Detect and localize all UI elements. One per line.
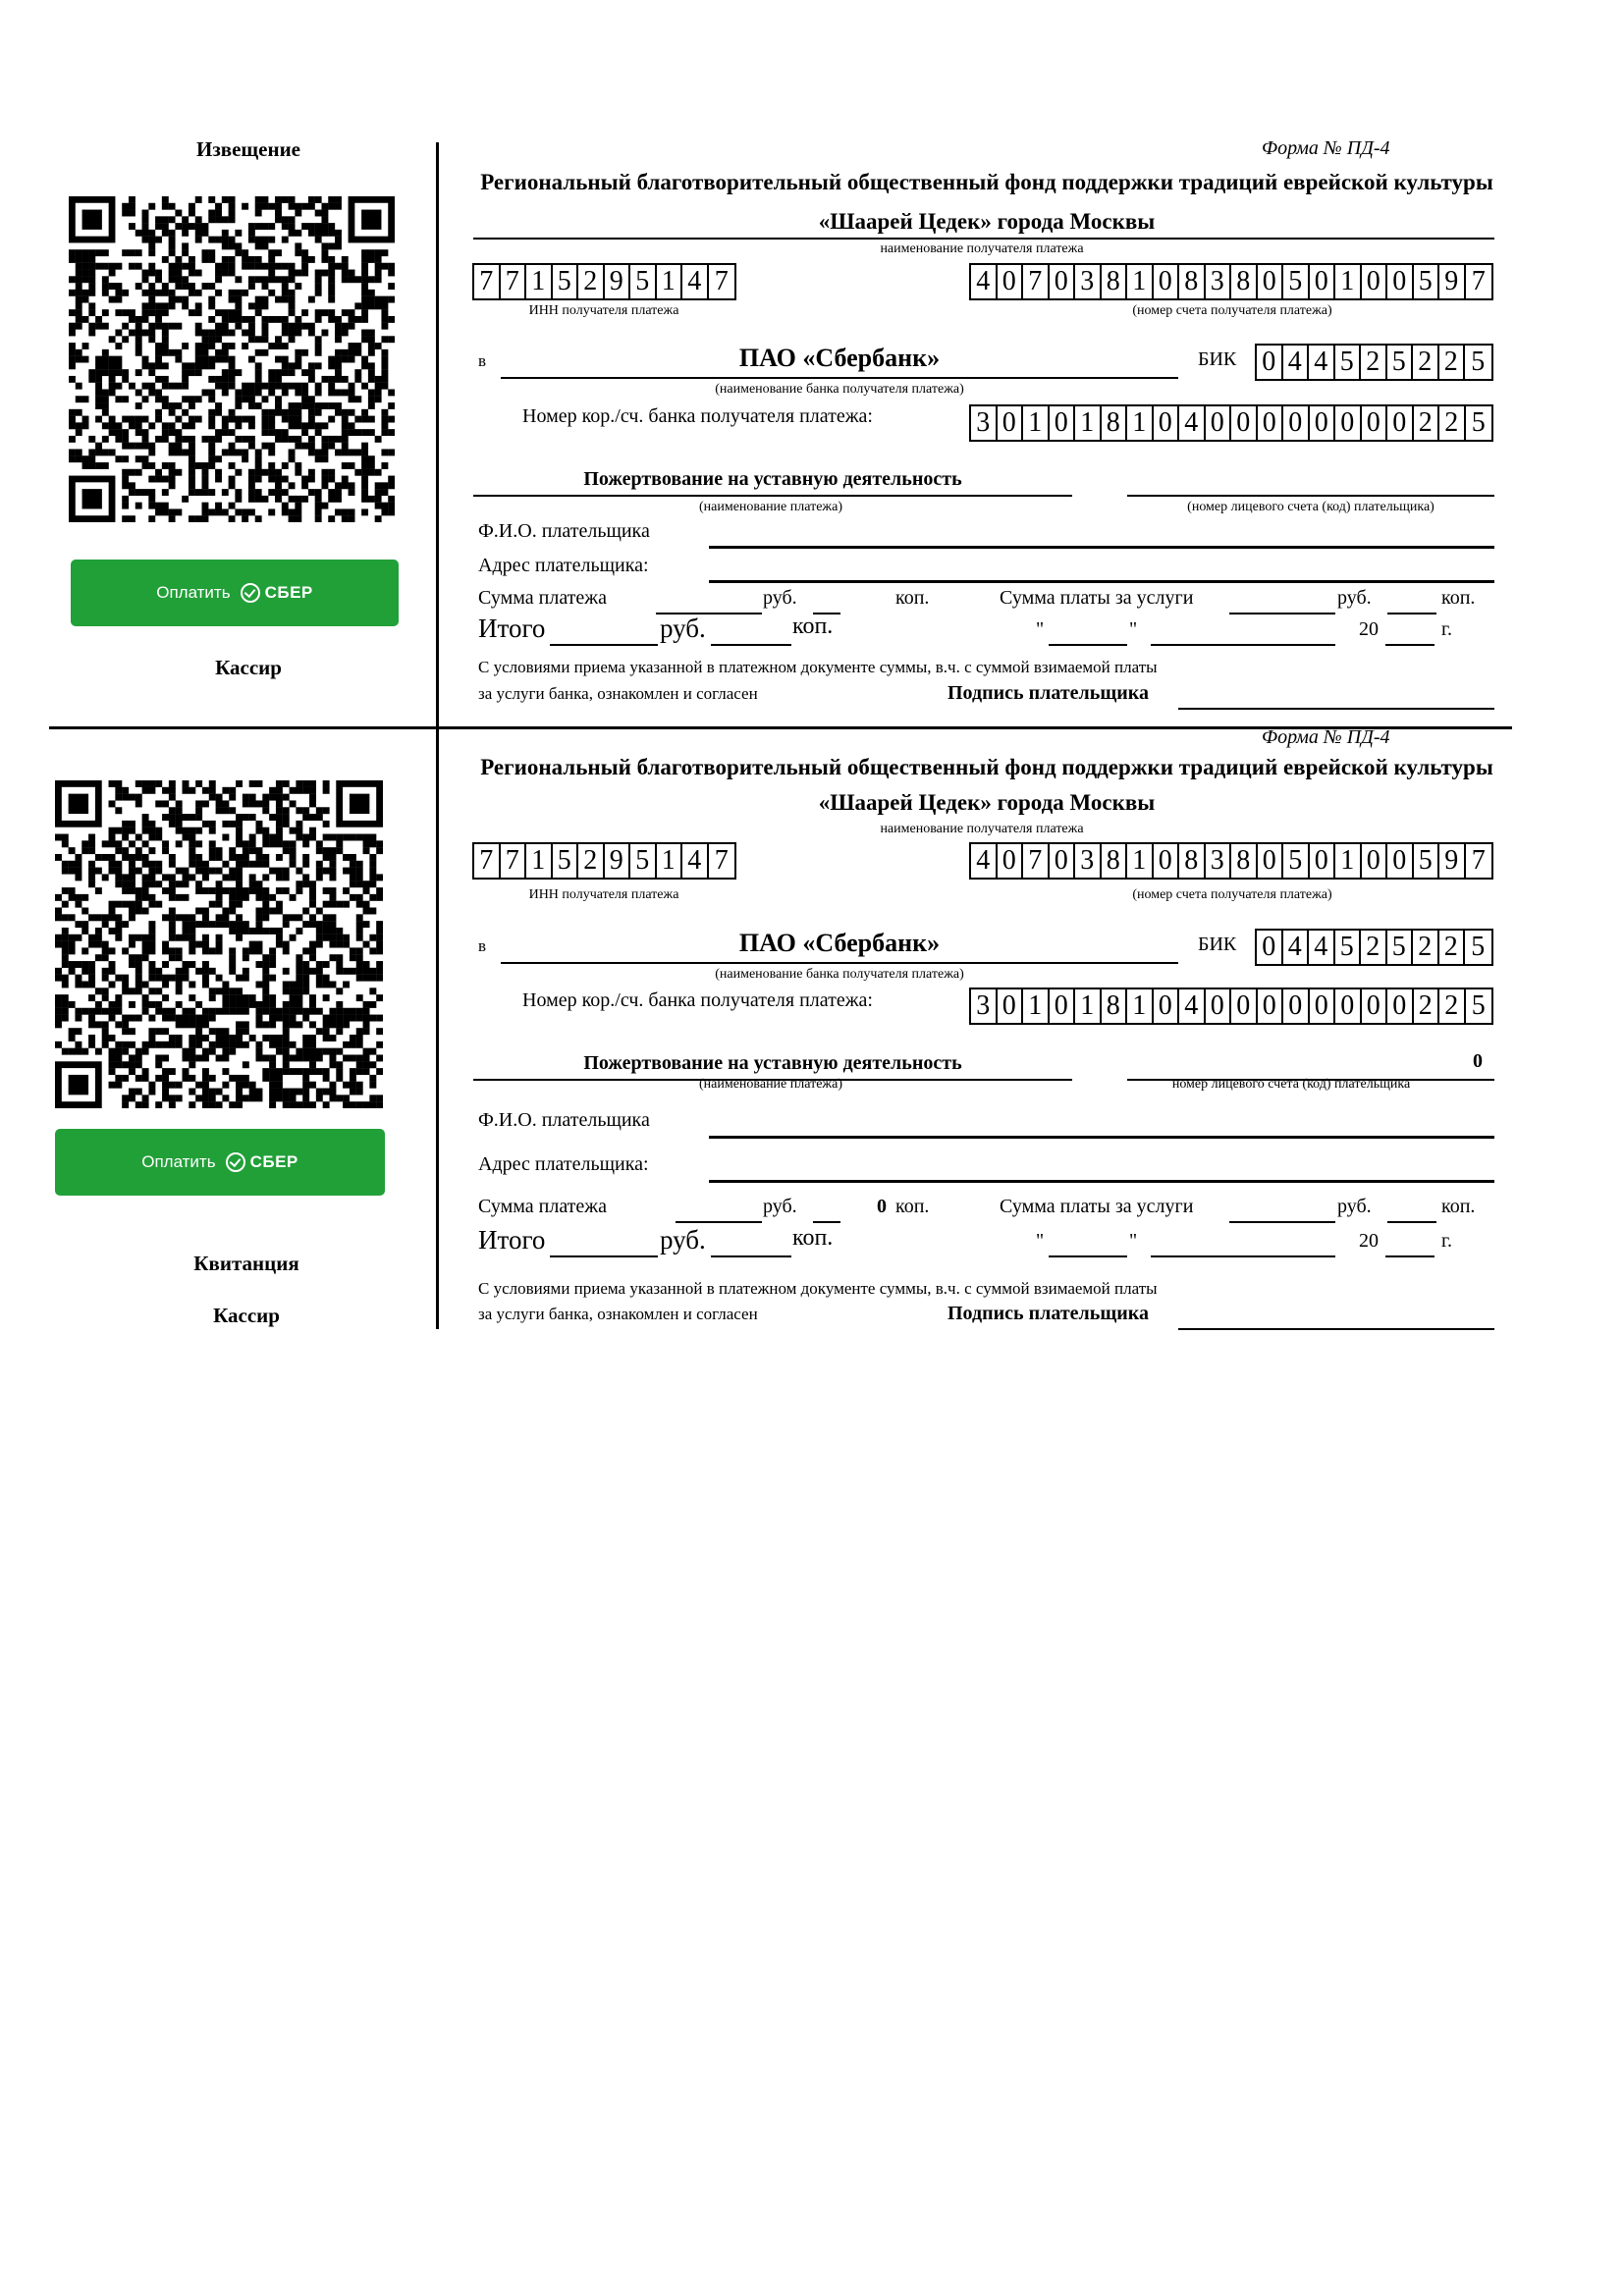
digit-cell: 0 [1154,844,1180,878]
sum-rub-label: руб. [763,587,797,609]
bank-underline-bottom [501,962,1178,964]
corr-account-label-bottom: Номер кор./сч. банка получателя платежа: [522,989,873,1011]
signature-label: Подпись плательщика [947,682,1149,704]
digit-cell: 5 [1471,932,1486,962]
recipient-name: Региональный благотворительный общественный фонд поддержки традиций еврейской культуры «Шаарей Цедек» города Москвы [480,170,1493,234]
digit-cell: 9 [605,265,631,298]
digit-cell: 0 [1283,989,1310,1023]
digit-cell: 8 [1102,265,1128,298]
digit-cell: 2 [1439,346,1466,379]
digit-cell: 5 [1283,265,1310,298]
bank-prefix-bottom: в [478,936,487,955]
digit-cell: 1 [657,265,683,298]
cashier-label-bottom: Кассир [213,1304,280,1327]
digit-cell: 0 [1310,406,1336,440]
digit-cell: 0 [998,265,1024,298]
digit-cell: 2 [578,265,605,298]
year-prefix: 20 [1359,618,1379,640]
digit-cell: 4 [971,265,998,298]
sum-kop-value-bottom: 0 [877,1196,887,1217]
digit-cell: 1 [1127,265,1154,298]
digit-cell: 8 [1231,844,1258,878]
digit-cell: 0 [1362,265,1388,298]
pay-sber-button-bottom[interactable] [55,1129,385,1196]
digit-cell: 3 [971,406,998,440]
sum-label: Сумма платежа [478,587,607,609]
total-rub-label-bottom: руб. [660,1225,706,1255]
sber-brand-label: СБЕР [264,583,313,602]
qr-code-receipt [55,780,383,1108]
bik-label-bottom: БИК [1198,934,1237,955]
pay-sber-button[interactable] [71,560,399,626]
inn-caption-bottom: ИНН получателя платежа [528,887,679,902]
digit-cell: 0 [1154,406,1180,440]
digit-cell: 5 [1387,931,1414,964]
service-fee-rub-field-bottom[interactable] [1229,1221,1335,1223]
sum-label-bottom: Сумма платежа [478,1196,607,1217]
digit-cell: 2 [1361,931,1387,964]
digit-cell: 0 [1257,931,1283,964]
digit-cell: 7 [1471,266,1486,296]
digit-cell: 0 [1387,265,1414,298]
receipt-title: Квитанция [193,1252,299,1275]
digit-cell: 1 [1127,989,1154,1023]
total-rub-field[interactable] [550,644,658,646]
digit-cell: 4 [1283,931,1310,964]
total-rub-field-bottom[interactable] [550,1255,658,1257]
payment-name-bottom: Пожертвование на уставную деятельность [583,1052,962,1074]
digit-cell: 5 [1387,346,1414,379]
digit-cell: 0 [1050,265,1076,298]
sber-check-icon [226,1152,245,1172]
account-caption-bottom: (номер счета получателя платежа) [1132,887,1332,902]
sber-brand [241,583,313,603]
bank-name: ПАО «Сбербанк» [738,344,941,372]
payment-underline [473,495,1072,497]
digit-cell: 0 [1310,265,1336,298]
service-fee-kop-field[interactable] [1387,613,1436,614]
digit-cell: 8 [1179,265,1206,298]
digit-cell: 4 [1179,406,1206,440]
digit-cell: 4 [1283,346,1310,379]
sber-check-icon [241,583,260,603]
digit-cell: 5 [1414,265,1440,298]
digit-cell: 5 [553,265,579,298]
digit-cell: 0 [1258,989,1284,1023]
service-fee-label-bottom: Сумма платы за услуги [1000,1196,1194,1217]
digit-cell: 0 [1362,989,1388,1023]
payer-name-label-bottom: Ф.И.О. плательщика [478,1109,650,1131]
recipient-caption: наименование получателя платежа [880,241,1084,256]
digit-cell: 2 [578,844,605,878]
digit-cell: 2 [1413,931,1439,964]
digit-cell: 7 [1471,845,1486,876]
digit-cell: 0 [1154,989,1180,1023]
recipient-underline [473,238,1494,240]
sum-kop-label: коп. [895,587,930,609]
pay-button-label: Оплатить [141,1152,216,1171]
digit-cell: 1 [1127,844,1154,878]
digit-cell: 5 [1471,347,1486,377]
signature-label-bottom: Подпись плательщика [947,1303,1149,1324]
digit-cell: 0 [1310,844,1336,878]
bank-caption-bottom: (наименование банка получателя платежа) [715,967,964,982]
payer-address-field-bottom[interactable] [709,1180,1494,1183]
digit-cell: 0 [1387,989,1414,1023]
digit-cell: 4 [1179,989,1206,1023]
digit-cell: 2 [1413,346,1439,379]
digit-cell: 0 [998,844,1024,878]
payer-address-label-bottom: Адрес плательщика: [478,1153,649,1175]
service-fee-kop-label: коп. [1441,587,1476,609]
date-quote-open-bottom: " [1036,1230,1045,1252]
total-kop-label: коп. [792,614,834,639]
digit-cell: 5 [1471,990,1486,1021]
form-label-bottom: Форма № ПД-4 [1262,726,1390,748]
digit-cell: 0 [1050,844,1076,878]
year-prefix-bottom: 20 [1359,1230,1379,1252]
personal-account-caption-bottom: номер лицевого счета (код) плательщика [1171,1077,1411,1092]
digit-cell: 9 [605,844,631,878]
digit-cell: 1 [1127,406,1154,440]
service-fee-kop-field-bottom[interactable] [1387,1221,1436,1223]
bank-caption: (наименование банка получателя платежа) [715,382,964,397]
personal-account-caption: (номер лицевого счета (код) плательщика) [1187,500,1435,514]
sum-kop-field-bottom[interactable] [813,1221,840,1223]
digit-cell: 2 [1414,406,1440,440]
digit-cell: 7 [1023,265,1050,298]
digit-cell: 0 [1050,406,1076,440]
digit-cell: 0 [1283,406,1310,440]
digit-cell: 7 [501,265,527,298]
digit-cell: 8 [1179,844,1206,878]
date-month-field[interactable] [1151,644,1335,646]
payment-caption: (наименование платежа) [699,500,842,514]
digit-cell: 7 [714,266,729,296]
digit-cell: 1 [1335,265,1362,298]
inn-caption: ИНН получателя платежа [528,303,679,318]
digit-cell: 4 [1309,346,1335,379]
payer-name-field-bottom[interactable] [709,1136,1494,1139]
bank-name-bottom: ПАО «Сбербанк» [738,929,941,957]
total-label-bottom: Итого [478,1225,546,1255]
inn-boxes [472,263,736,300]
digit-cell: 7 [474,844,501,878]
digit-cell: 0 [1387,844,1414,878]
corr-account-boxes-bottom [969,988,1493,1025]
cashier-label-top: Кассир [215,656,282,679]
digit-cell: 4 [971,844,998,878]
digit-cell: 9 [1439,844,1466,878]
digit-cell: 1 [1075,406,1102,440]
signature-field-bottom[interactable] [1178,1328,1494,1330]
digit-cell: 3 [1206,844,1232,878]
digit-cell: 8 [1102,989,1128,1023]
date-day-field[interactable] [1049,644,1127,646]
digit-cell: 0 [1050,989,1076,1023]
date-quote-close-bottom: " [1129,1230,1138,1252]
date-quote-open: " [1036,618,1045,640]
digit-cell: 0 [1258,844,1284,878]
conditions-line-1-bottom: С условиями приема указанной в платежном документе суммы, в.ч. с суммой взимаемой платы [478,1279,1158,1298]
service-fee-rub-label-bottom: руб. [1337,1196,1372,1217]
pay-button-label: Оплатить [156,583,231,602]
digit-cell: 4 [682,844,709,878]
payer-name-field[interactable] [709,546,1494,549]
date-day-field-bottom[interactable] [1049,1255,1127,1257]
digit-cell: 0 [1206,989,1232,1023]
date-year-field-bottom[interactable] [1385,1255,1435,1257]
digit-cell: 0 [998,406,1024,440]
bik-boxes-bottom [1255,929,1493,966]
bank-prefix: в [478,351,487,370]
service-fee-label: Сумма платы за услуги [1000,587,1194,609]
conditions-line-1: С условиями приема указанной в платежном документе суммы, в.ч. с суммой взимаемой платы [478,658,1158,676]
payer-address-label: Адрес плательщика: [478,555,649,576]
digit-cell: 1 [1335,844,1362,878]
digit-cell: 0 [1154,265,1180,298]
digit-cell: 5 [553,844,579,878]
bik-label: БИК [1198,348,1237,370]
digit-cell: 0 [1362,406,1388,440]
vertical-divider-bottom [436,728,439,1329]
payer-name-label: Ф.И.О. плательщика [478,520,650,542]
digit-cell: 5 [630,265,657,298]
digit-cell: 2 [1439,406,1466,440]
digit-cell: 5 [1414,844,1440,878]
digit-cell: 8 [1231,265,1258,298]
digit-cell: 2 [1361,346,1387,379]
digit-cell: 0 [1387,406,1414,440]
digit-cell: 7 [474,265,501,298]
total-label: Итого [478,614,546,643]
sum-kop-label-bottom: коп. [895,1196,930,1217]
year-suffix-bottom: г. [1441,1230,1452,1252]
digit-cell: 1 [526,844,553,878]
account-caption: (номер счета получателя платежа) [1132,303,1332,318]
digit-cell: 7 [501,844,527,878]
sum-rub-field-bottom[interactable] [676,1221,762,1223]
digit-cell: 0 [1335,989,1362,1023]
digit-cell: 0 [1335,406,1362,440]
sum-rub-label-bottom: руб. [763,1196,797,1217]
digit-cell: 8 [1102,406,1128,440]
digit-cell: 0 [1206,406,1232,440]
payment-caption-bottom: (наименование платежа) [699,1077,842,1092]
digit-cell: 5 [1471,407,1486,438]
total-kop-label-bottom: коп. [792,1225,834,1251]
digit-cell: 3 [1075,265,1102,298]
digit-cell: 1 [526,265,553,298]
sber-brand-label: СБЕР [249,1152,298,1171]
digit-cell: 1 [657,844,683,878]
digit-cell: 2 [1439,931,1466,964]
notice-title: Извещение [195,137,300,161]
total-kop-field[interactable] [711,644,791,646]
date-year-field[interactable] [1385,644,1435,646]
corr-account-label: Номер кор./сч. банка получателя платежа: [522,405,873,427]
account-boxes [969,263,1493,300]
digit-cell: 4 [682,265,709,298]
digit-cell: 2 [1414,989,1440,1023]
digit-cell: 4 [1309,931,1335,964]
digit-cell: 0 [1231,989,1258,1023]
digit-cell: 0 [1258,406,1284,440]
service-fee-kop-label-bottom: коп. [1441,1196,1476,1217]
year-suffix: г. [1441,618,1452,640]
digit-cell: 0 [1362,844,1388,878]
digit-cell: 1 [1023,406,1050,440]
digit-cell: 0 [998,989,1024,1023]
inn-boxes-bottom [472,842,736,880]
qr-code-notice [69,196,395,522]
total-rub-label: руб. [660,614,706,643]
digit-cell: 3 [1075,844,1102,878]
form-label: Форма № ПД-4 [1262,137,1390,159]
digit-cell: 1 [1023,989,1050,1023]
conditions-line-2: за услуги банка, ознакомлен и согласен [478,684,758,703]
signature-field[interactable] [1178,708,1494,710]
digit-cell: 0 [1231,406,1258,440]
digit-cell: 8 [1102,844,1128,878]
vertical-divider-top [436,142,439,728]
sber-brand [226,1152,298,1172]
date-quote-close: " [1129,618,1138,640]
digit-cell: 1 [1075,989,1102,1023]
digit-cell: 0 [1310,989,1336,1023]
service-fee-rub-label: руб. [1337,587,1372,609]
personal-account-value: 0 [1473,1050,1483,1072]
bik-boxes [1255,344,1493,381]
account-boxes-bottom [969,842,1493,880]
digit-cell: 2 [1439,989,1466,1023]
digit-cell: 5 [630,844,657,878]
digit-cell: 5 [1335,346,1362,379]
digit-cell: 7 [714,845,729,876]
recipient-caption-bottom: наименование получателя платежа [880,822,1084,836]
bank-underline [501,377,1178,379]
digit-cell: 3 [971,989,998,1023]
digit-cell: 5 [1283,844,1310,878]
payer-address-field[interactable] [709,580,1494,583]
digit-cell: 5 [1335,931,1362,964]
recipient-name-bottom: Региональный благотворительный общественный фонд поддержки традиций еврейской культуры «Шаарей Цедек» города Москвы [480,755,1493,815]
conditions-line-2-bottom: за услуги банка, ознакомлен и согласен [478,1305,758,1323]
total-kop-field-bottom[interactable] [711,1255,791,1257]
digit-cell: 7 [1023,844,1050,878]
service-fee-rub-field[interactable] [1229,613,1335,614]
digit-cell: 9 [1439,265,1466,298]
personal-account-underline [1127,495,1494,497]
payment-name: Пожертвование на уставную деятельность [583,468,962,490]
digit-cell: 0 [1257,346,1283,379]
corr-account-boxes [969,404,1493,442]
date-month-field-bottom[interactable] [1151,1255,1335,1257]
digit-cell: 3 [1206,265,1232,298]
digit-cell: 0 [1258,265,1284,298]
